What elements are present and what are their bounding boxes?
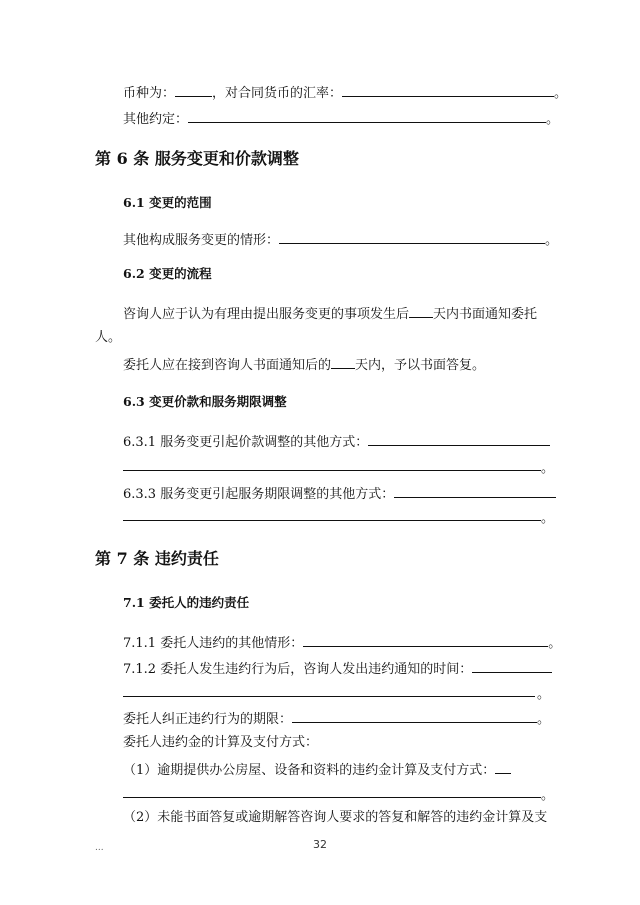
section-7-1-2-label: 7.1.2 委托人发生违约行为后，咨询人发出违约通知的时间： bbox=[123, 662, 473, 677]
section-6-2-para1-cont: 人。 bbox=[95, 330, 122, 345]
notify-days-blank[interactable] bbox=[409, 303, 433, 318]
section-6-2-para2 bbox=[123, 354, 485, 375]
correction-period-blank[interactable] bbox=[292, 708, 537, 723]
section-6-1-other-label: 其他构成服务变更的情形： bbox=[123, 233, 280, 248]
article-6-heading: 第 6 条 服务变更和价款调整 bbox=[95, 149, 299, 168]
section-6-3-1-line bbox=[123, 431, 550, 452]
period: 。 bbox=[537, 687, 551, 702]
section-6-2-para1-text: 咨询人应于认为有理由提出服务变更的事项发生后 bbox=[123, 307, 410, 322]
section-7-1-heading: 7.1 委托人的违约责任 bbox=[123, 595, 250, 610]
period: 。 bbox=[541, 511, 555, 526]
period: 。 bbox=[554, 86, 568, 101]
section-6-1-heading: 6.1 变更的范围 bbox=[123, 195, 212, 210]
period: 。 bbox=[537, 712, 551, 727]
page-number: 32 bbox=[313, 838, 327, 851]
reply-days-blank[interactable] bbox=[331, 354, 355, 369]
section-6-3-1-label: 6.3.1 服务变更引起价款调整的其他方式： bbox=[123, 435, 369, 450]
exchange-rate-blank[interactable] bbox=[342, 82, 554, 97]
currency-label: 币种为： bbox=[123, 86, 176, 101]
section-7-1-1-blank[interactable] bbox=[303, 632, 548, 647]
section-6-3-3-label: 6.3.3 服务变更引起服务期限调整的其他方式： bbox=[123, 487, 395, 502]
section-6-2-para2-text: 委托人应在接到咨询人书面通知后的 bbox=[123, 358, 332, 373]
penalty-item-1-blank-line2[interactable] bbox=[123, 797, 541, 798]
correction-period-line bbox=[123, 708, 550, 729]
currency-blank[interactable] bbox=[175, 82, 212, 97]
period: 。 bbox=[541, 461, 555, 476]
period: 。 bbox=[545, 233, 559, 248]
penalty-item-1-label: （1）逾期提供办公房屋、设备和资料的违约金计算及支付方式： bbox=[123, 763, 496, 778]
section-6-3-3-line bbox=[123, 483, 556, 504]
section-6-3-1-blank[interactable] bbox=[368, 431, 550, 446]
section-6-3-heading: 6.3 变更价款和服务期限调整 bbox=[123, 394, 287, 409]
section-6-3-3-blank[interactable] bbox=[394, 483, 556, 498]
period: 。 bbox=[541, 788, 555, 803]
period: 。 bbox=[546, 112, 560, 127]
section-6-2-para2-text-end: 天内，予以书面答复。 bbox=[355, 358, 486, 373]
section-7-1-1-line bbox=[123, 632, 561, 653]
penalty-item-2-line: （2）未能书面答复或逾期解答咨询人要求的答复和解答的违约金计算及支 bbox=[123, 810, 548, 825]
other-terms-blank[interactable] bbox=[188, 108, 546, 123]
section-6-1-other-blank[interactable] bbox=[279, 229, 545, 244]
correction-period-label: 委托人纠正违约行为的期限： bbox=[123, 712, 293, 727]
section-7-1-1-label: 7.1.1 委托人违约的其他情形： bbox=[123, 636, 304, 651]
section-6-2-para1 bbox=[123, 303, 537, 324]
section-6-2-para1-text-end: 天内书面通知委托 bbox=[433, 307, 538, 322]
penalty-item-1-line bbox=[123, 759, 511, 780]
section-7-1-2-blank[interactable] bbox=[472, 658, 552, 673]
other-terms-line bbox=[123, 108, 559, 129]
period: 。 bbox=[548, 636, 562, 651]
section-7-1-2-line bbox=[123, 658, 552, 679]
section-6-1-other-line bbox=[123, 229, 558, 250]
exchange-rate-label: ，对合同货币的汇率： bbox=[212, 86, 343, 101]
other-terms-label: 其他约定： bbox=[123, 112, 189, 127]
footer-dots: ... bbox=[95, 843, 104, 853]
article-7-heading: 第 7 条 违约责任 bbox=[95, 549, 219, 568]
section-6-2-heading: 6.2 变更的流程 bbox=[123, 266, 212, 281]
section-6-3-1-blank-line2[interactable] bbox=[123, 470, 541, 471]
currency-line bbox=[123, 82, 567, 103]
penalty-item-1-blank[interactable] bbox=[495, 759, 511, 774]
section-7-1-2-blank-line2[interactable] bbox=[123, 696, 535, 697]
penalty-calc-heading: 委托人违约金的计算及支付方式： bbox=[123, 735, 319, 750]
section-6-3-3-blank-line2[interactable] bbox=[123, 520, 541, 521]
